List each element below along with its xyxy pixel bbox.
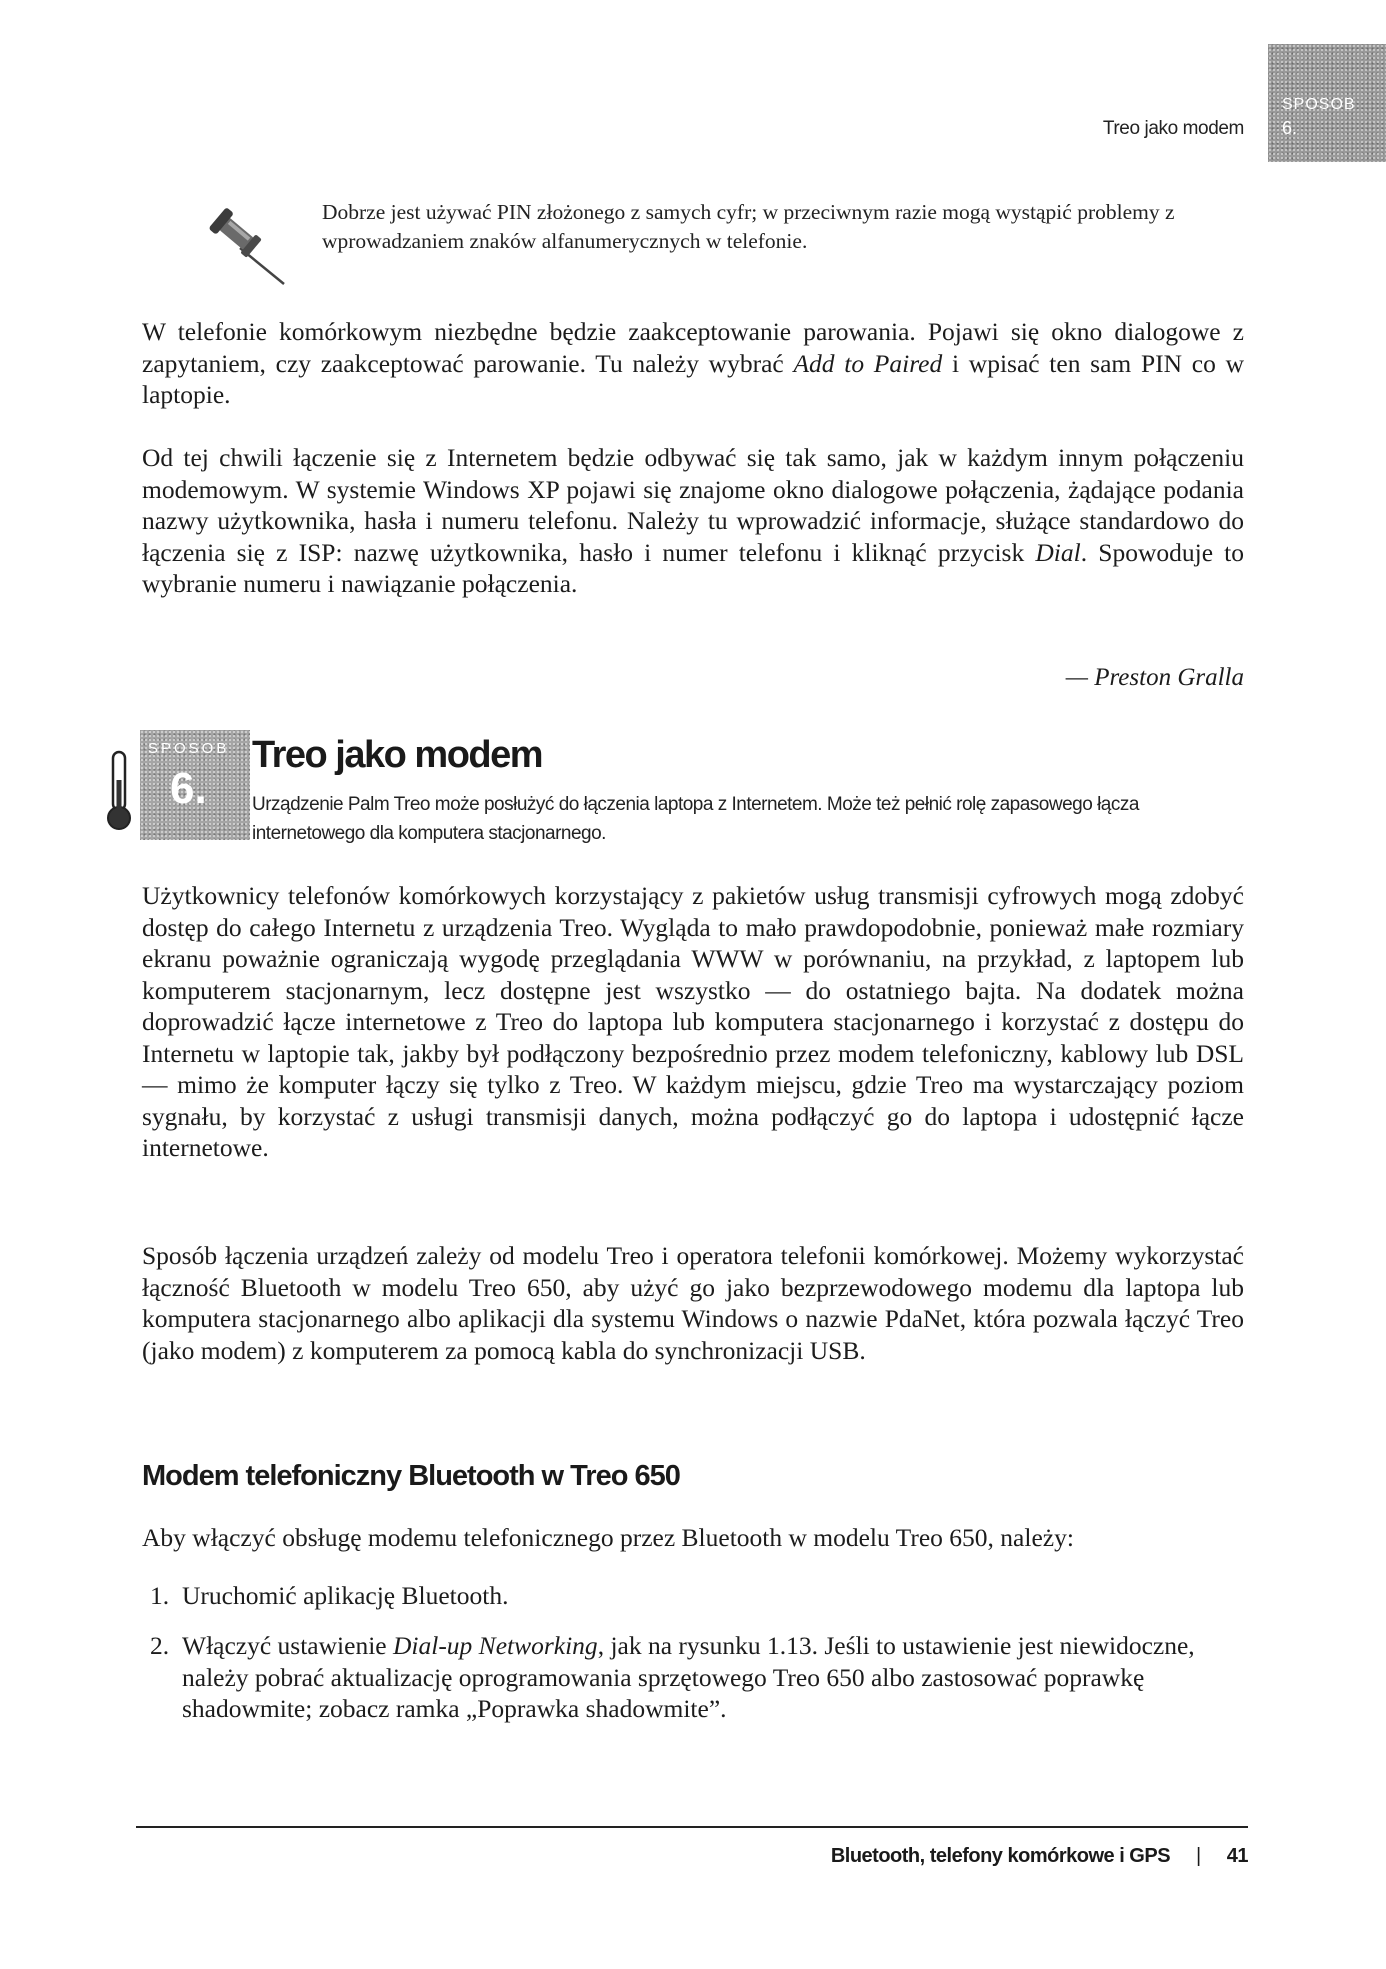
thumb-tab-number: 6. xyxy=(1282,118,1298,138)
text-run: Od tej chwili łączenie się z Internetem będzie odbywać się tak samo, jak w każdym innym połączeniu modemowym. W systemie Windows XP pojawi się znajome okno dialogowe połączenia, żądające podania nazwy użytkownika, hasła i numeru telefonu. Należy tu wprowadzić informacje, służące standardowo do łączenia się z ISP: nazwę użytkownika, hasło i numer telefonu i kliknąć przycisk xyxy=(142,443,1244,567)
pushpin-icon xyxy=(196,196,288,288)
section-lead: Aby włączyć obsługę modemu telefonicznego przez Bluetooth w modelu Treo 650, należy: xyxy=(142,1523,1074,1552)
hack-title: Treo jako modem xyxy=(252,734,543,776)
running-head: Treo jako modem xyxy=(1102,118,1244,139)
footer-chapter-title: Bluetooth, telefony komórkowe i GPS xyxy=(830,1845,1171,1867)
thermometer-icon xyxy=(106,750,132,832)
list-item xyxy=(150,1580,1244,1612)
footer xyxy=(831,1845,1248,1868)
text-run: Uruchomić aplikację Bluetooth. xyxy=(182,1581,509,1610)
text-run: W telefonie komórkowym niezbędne będzie zaakceptowanie parowania. Pojawi się okno dialogowe z zapytaniem, czy zaakceptować parowanie. Tu należy wybrać xyxy=(142,317,1244,378)
paragraph-pairing xyxy=(142,316,1244,411)
list-item xyxy=(150,1630,1244,1725)
text-run: Włączyć ustawienie xyxy=(182,1631,393,1660)
thumb-tab xyxy=(1268,44,1386,162)
hack-badge xyxy=(140,730,250,840)
text-run: . Spowoduje to wybranie numeru i nawiązanie połączenia. xyxy=(142,537,1244,598)
footer-rule xyxy=(136,1826,1248,1828)
hack-badge-number: 6. xyxy=(170,764,207,813)
text-run: i wpisać ten sam PIN co w laptopie. xyxy=(142,348,1244,409)
paragraph-connection xyxy=(142,442,1244,600)
paragraph-overview: Użytkownicy telefonów komórkowych korzystający z pakietów usług transmisji cyfrowych mogą zdobyć dostęp do całego Internetu z urządzenia Treo. Wygląda to mało prawdopodobnie, ponieważ małe rozmiary ekranu poważnie ograniczają wygodę przeglądania WWW w porównaniu, na przykład, z laptopem lub komputerem stacjonarnym, lecz dostępne jest wszystko — do ostatniego bajta. Na dodatek można doprowadzić łącze internetowe z Treo do laptopa lub komputera stacjonarnego i korzystać z dostępu do Internetu w laptopie tak, jakby był podłączony bezpośrednio przez modem telefoniczny, kablowy lub DSL — mimo że komputer łączy się tylko z Treo. W każdym miejscu, gdzie Treo ma wystarczający poziom sygnału, by korzystać z usługi transmisji danych, można podłączyć go do laptopa i udostępnić łącze internetowe. xyxy=(142,881,1244,1162)
list-number: 1. xyxy=(150,1581,170,1610)
hack-badge-word: SPOSOB xyxy=(148,740,230,757)
text-run: , jak na rysunku 1.13. Jeśli to ustawienie jest niewidoczne, należy pobrać aktualizację oprogramowania sprzętowego Treo 650 albo zastosować poprawkę shadowmite; zobacz ramka „Poprawka shadowmite”. xyxy=(182,1631,1195,1723)
italic-term: Dial xyxy=(1035,537,1081,567)
italic-term: Dial-up Networking xyxy=(392,1631,598,1660)
list-number: 2. xyxy=(150,1631,170,1660)
paragraph-methods: Sposób łączenia urządzeń zależy od modelu Treo i operatora telefonii komórkowej. Możemy wykorzystać łączność Bluetooth w modelu Treo 650, aby użyć go jako bezprzewodowego modemu dla laptopa lub komputera stacjonarnego albo aplikacji dla systemu Windows o nazwie PdaNet, która pozwala łączyć Treo (jako modem) z komputerem za pomocą kabla do synchronizacji USB. xyxy=(142,1241,1244,1365)
hack-summary: Urządzenie Palm Treo może posłużyć do łączenia laptopa z Internetem. Może też pełnić rolę zapasowego łącza internetowego dla komputera stacjonarnego. xyxy=(252,794,1139,844)
footer-separator: | xyxy=(1196,1845,1201,1867)
italic-term: Add to Paired xyxy=(793,348,943,378)
page-number: 41 xyxy=(1226,1845,1248,1867)
section-heading: Modem telefoniczny Bluetooth w Treo 650 xyxy=(142,1460,680,1492)
attribution: — Preston Gralla xyxy=(1065,664,1244,691)
note-text: Dobrze jest używać PIN złożonego z samych cyfr; w przeciwnym razie mogą wystąpić problemy z wprowadzaniem znaków alfanumerycznych w telefonie. xyxy=(322,200,1175,253)
thumb-tab-word: SPOSOB xyxy=(1282,96,1356,113)
